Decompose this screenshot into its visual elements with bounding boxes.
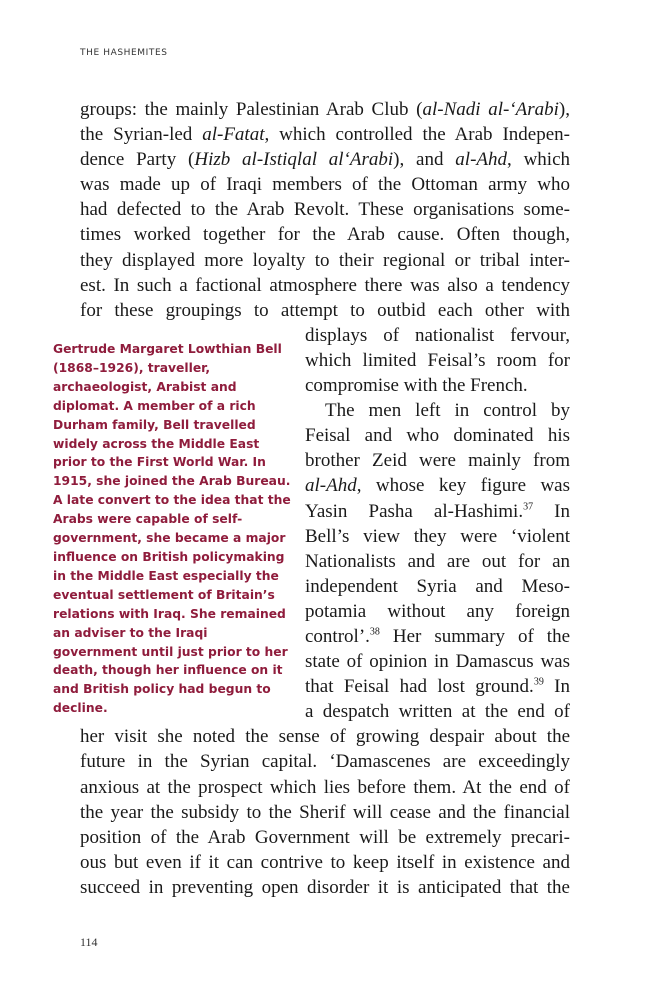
text-run: , which — [507, 149, 571, 171]
body-line — [80, 749, 570, 774]
body-line — [305, 524, 570, 549]
text-run: succeed in preventing open disorder it is anticipated that the — [80, 876, 570, 898]
italic-term: al-Nadi al-‘Arabi — [422, 99, 559, 120]
body-line — [80, 775, 570, 800]
text-run: , whose key figure was — [356, 475, 570, 497]
body-line — [305, 348, 570, 373]
sidenote-line: eventual settlement of Britain’s — [53, 587, 275, 602]
italic-term: al-Ahd — [455, 149, 508, 171]
page-number: 114 — [80, 935, 98, 949]
sidenote-line: A late convert to the idea that the — [53, 493, 291, 508]
text-run: which limited Feisal’s room for — [305, 349, 570, 371]
text-run: Bell’s view they were ‘violent — [305, 525, 570, 547]
body-line — [305, 649, 570, 674]
sidenote-line: widely across the Middle East — [53, 436, 260, 451]
running-head: THE HASHEMITES — [80, 48, 168, 58]
body-line — [305, 699, 570, 724]
text-run: Feisal and who dominated his — [305, 425, 570, 447]
sidenote-line: in the Middle East especially the — [53, 568, 279, 583]
body-line — [80, 298, 570, 323]
text-run: brother Zeid were mainly from — [305, 450, 570, 472]
text-run: they displayed more loyalty to their regional or tribal inter- — [80, 249, 570, 271]
text-run: times worked together for the Arab cause. Often though, — [80, 224, 570, 246]
text-run: the year the subsidy to the Sherif will cease and the financial — [80, 801, 570, 823]
sidenote-line: Gertrude Margaret Lowthian Bell — [53, 342, 282, 356]
sidenote-line: government, she became a major — [53, 531, 286, 546]
text-run: , which controlled the Arab Indepen- — [264, 124, 570, 146]
text-run: The men left in control by — [325, 400, 570, 422]
body-line — [305, 373, 570, 398]
text-run: was made up of Iraqi members of the Ottoman army who — [80, 174, 570, 196]
text-run: future in the Syrian capital. ‘Damascenes are exceedingly — [80, 751, 570, 773]
text-run: state of opinion in Damascus was — [305, 651, 570, 673]
text-run: potamia without any foreign — [305, 600, 570, 622]
body-line — [80, 825, 570, 850]
text-run: Nationalists and are out for an — [305, 550, 570, 572]
text-run: for these groupings to attempt to outbid each other with — [80, 299, 570, 321]
text-run: groups: the mainly Palestinian Arab Club ( — [80, 99, 423, 120]
text-run: the Syrian-led — [80, 124, 203, 146]
body-line — [305, 624, 570, 649]
sidenote-line: and British policy had begun to — [53, 682, 271, 697]
italic-term: al-Fatat — [202, 124, 265, 146]
body-line — [80, 197, 570, 222]
body-line — [305, 448, 570, 473]
footnote-ref: 38 — [369, 626, 380, 638]
text-run: a despatch written at the end of — [305, 701, 570, 723]
text-run: that Feisal had lost ground. — [305, 676, 534, 698]
body-line — [305, 323, 570, 348]
sidenote-line: an adviser to the Iraqi — [53, 625, 208, 640]
body-line — [80, 875, 570, 900]
body-line — [305, 674, 570, 699]
sidenote-line: Durham family, Bell travelled — [53, 417, 256, 432]
body-line — [80, 850, 570, 875]
footnote-ref: 39 — [533, 676, 544, 688]
text-run: independent Syria and Meso- — [305, 575, 570, 597]
body-line — [305, 549, 570, 574]
footnote-ref: 37 — [523, 501, 534, 513]
text-run: est. In such a factional atmosphere there was also a tendency — [80, 274, 570, 296]
body-line — [305, 499, 570, 524]
text-run: position of the Arab Government will be extremely precari- — [80, 826, 570, 848]
italic-term: Hizb al-Istiqlal al‘Arabi — [194, 149, 394, 171]
sidenote-line: diplomat. A member of a rich — [53, 398, 256, 413]
body-line — [80, 147, 570, 172]
body-line — [80, 172, 570, 197]
text-run: her visit she noted the sense of growing despair about the — [80, 726, 570, 748]
text-run: In — [533, 500, 570, 522]
sidenote-line: (1868–1926), traveller, — [53, 360, 211, 375]
text-run: dence Party ( — [80, 149, 195, 171]
sidenote-line: decline. — [53, 701, 108, 716]
text-run: had defected to the Arab Revolt. These organisations some- — [80, 199, 570, 221]
text-run: ), — [558, 99, 570, 120]
italic-term: al-Ahd — [305, 475, 357, 497]
body-line — [325, 398, 570, 423]
body-line — [80, 248, 570, 273]
sidenote-line: prior to the First World War. In — [53, 455, 266, 470]
text-run: ous but even if it can contrive to keep itself in existence and — [80, 851, 570, 873]
sidenote-line: death, though her influence on it — [53, 663, 283, 678]
body-line — [80, 97, 570, 122]
sidenote-line: archaeologist, Arabist and — [53, 379, 237, 394]
body-line — [80, 724, 570, 749]
body-line — [305, 423, 570, 448]
sidenote-line: government until just prior to her — [53, 644, 288, 659]
text-run: control’. — [305, 625, 370, 647]
sidenote-line: influence on British policymaking — [53, 549, 285, 564]
sidenote-bell-biography — [53, 340, 291, 718]
text-run: ), and — [393, 149, 456, 171]
sidenote-line: 1915, she joined the Arab Bureau. — [53, 474, 291, 489]
text-run: displays of nationalist fervour, — [305, 324, 570, 346]
body-line — [305, 574, 570, 599]
text-run: Her summary of the — [379, 625, 570, 647]
body-line — [305, 599, 570, 624]
text-run: In — [543, 676, 571, 698]
body-line — [305, 473, 570, 498]
sidenote-line: Arabs were capable of self- — [53, 512, 243, 527]
body-line — [80, 222, 570, 247]
text-run: anxious at the prospect which lies before them. At the end of — [80, 776, 570, 798]
body-line — [80, 273, 570, 298]
body-line — [80, 800, 570, 825]
text-run: Yasin Pasha al-Hashimi. — [305, 500, 524, 522]
sidenote-line: relations with Iraq. She remained — [53, 606, 286, 621]
text-run: compromise with the French. — [305, 375, 528, 397]
body-line — [80, 122, 570, 147]
